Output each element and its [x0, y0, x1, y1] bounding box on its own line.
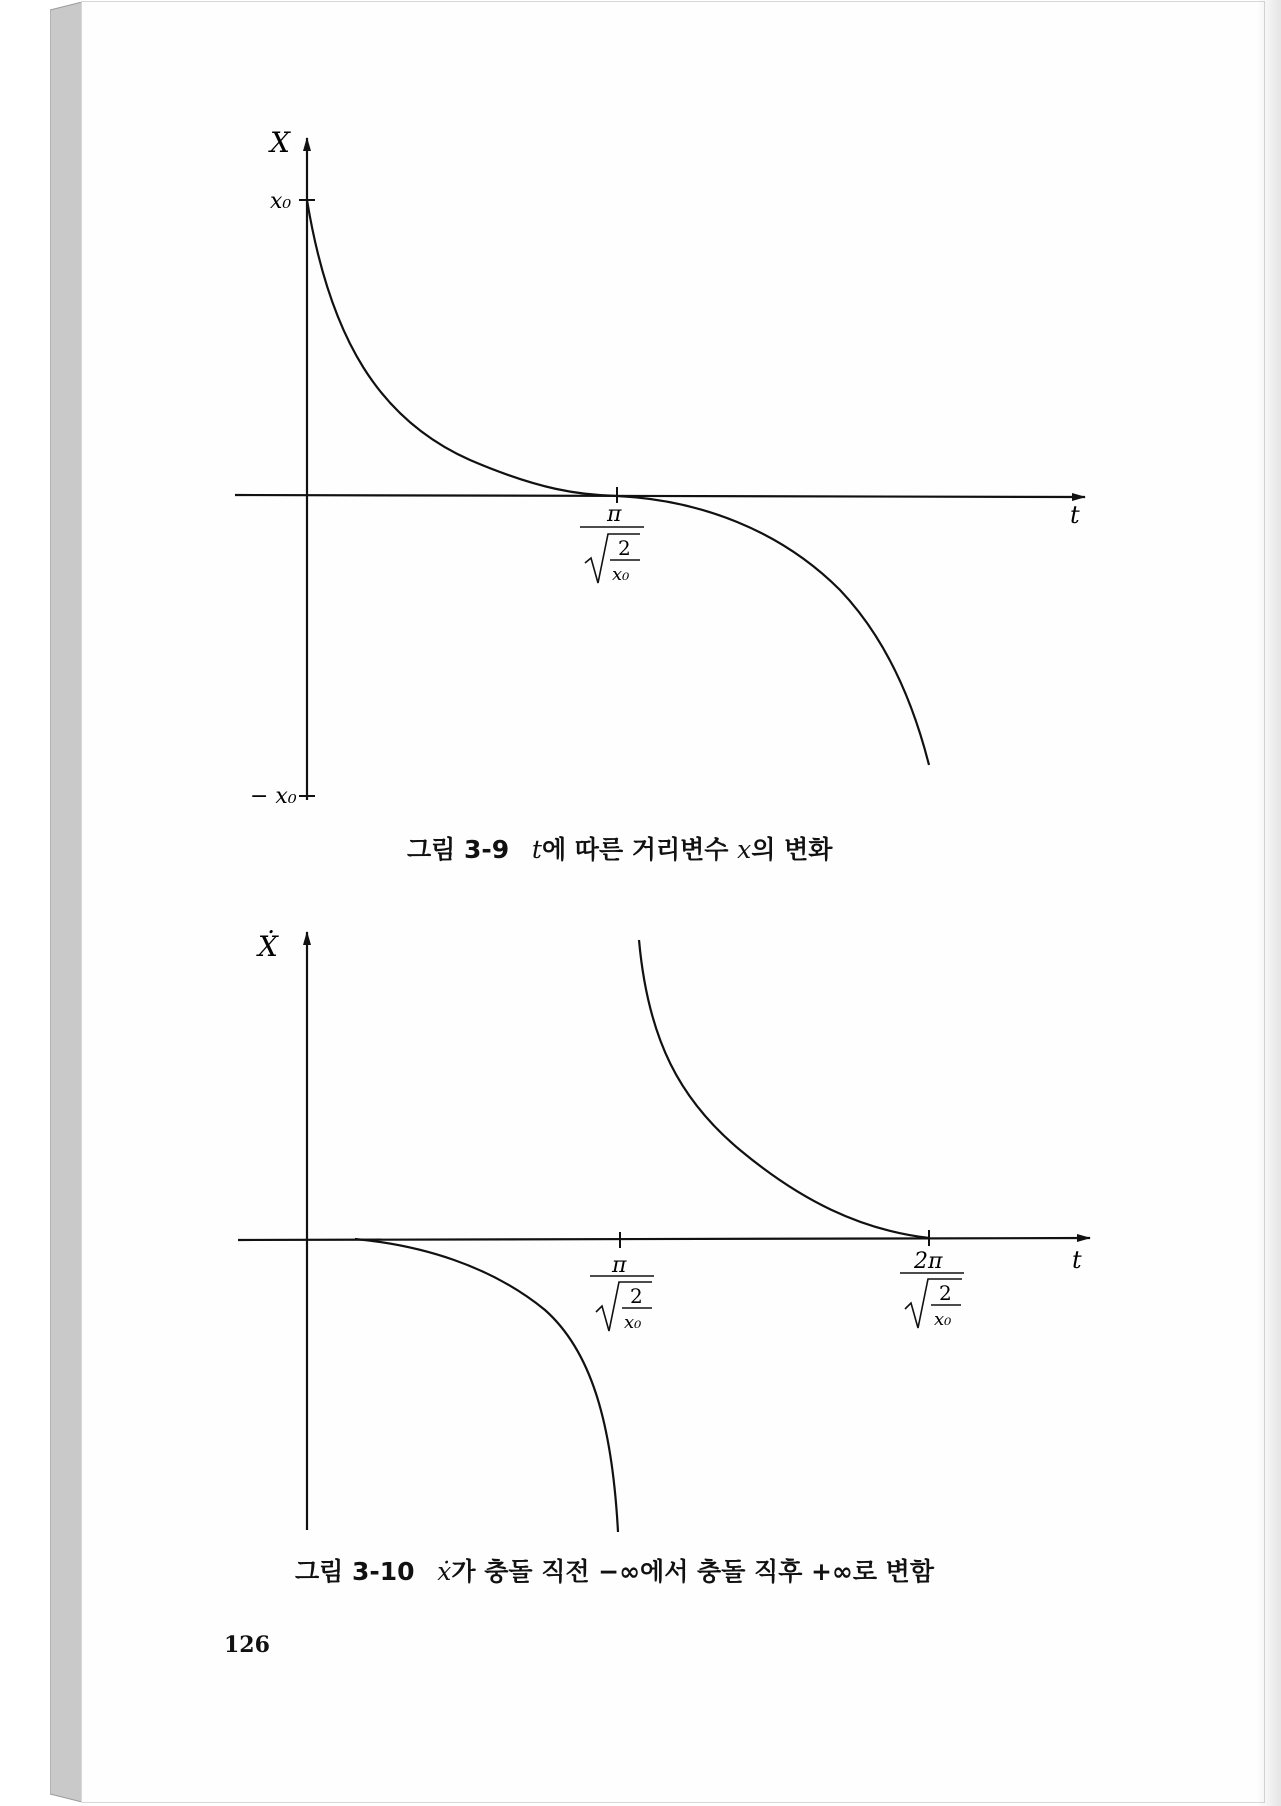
fig2-tick2-numerator: 2π	[914, 1249, 943, 1274]
fig2-tick1-sqrt-num: 2	[630, 1284, 643, 1308]
fig2-caption-var: ẋ	[437, 1557, 452, 1586]
fig1-caption-var2: x	[737, 835, 752, 864]
fig2-x-axis-label: t	[1072, 1246, 1082, 1274]
fig1-y-axis-label: X	[270, 126, 290, 159]
fig1-caption-text2: 의 변화	[751, 835, 833, 864]
fig2-tick2-sqrt-den: x₀	[934, 1309, 952, 1330]
fig1-caption-text1: 에 따른 거리변수	[541, 835, 738, 864]
fig2-curve-lower	[355, 1239, 618, 1532]
fig2-caption-text: 가 충돌 직전 −∞에서 충돌 직후 +∞로 변함	[451, 1557, 934, 1586]
fig2-tick1-numerator: π	[612, 1253, 627, 1278]
fig1-caption-var: t	[531, 835, 542, 864]
fig2-caption-number: 그림 3-10	[295, 1557, 415, 1586]
fig1-x-axis-label: t	[1070, 501, 1080, 529]
fig2-y-axis-label: Ẋ	[258, 930, 278, 963]
fig1-caption-number: 그림 3-9	[407, 835, 510, 864]
fig2-tick2-sqrt-num: 2	[939, 1281, 952, 1305]
fig2-tick1-sqrt-den: x₀	[624, 1312, 642, 1333]
fig1-y-tick-bottom-label: − x₀	[250, 784, 297, 809]
page-number: 126	[224, 1632, 270, 1658]
fig1-tick-numerator: π	[607, 502, 622, 527]
fig2-curve-upper	[639, 940, 929, 1238]
fig1-sqrt-den: x₀	[612, 564, 630, 585]
page-right-shadow	[1257, 0, 1281, 1806]
fig1-sqrt-num: 2	[618, 536, 631, 560]
fig1-y-tick-top-label: x₀	[270, 189, 292, 214]
fig2-caption	[295, 1552, 934, 1588]
